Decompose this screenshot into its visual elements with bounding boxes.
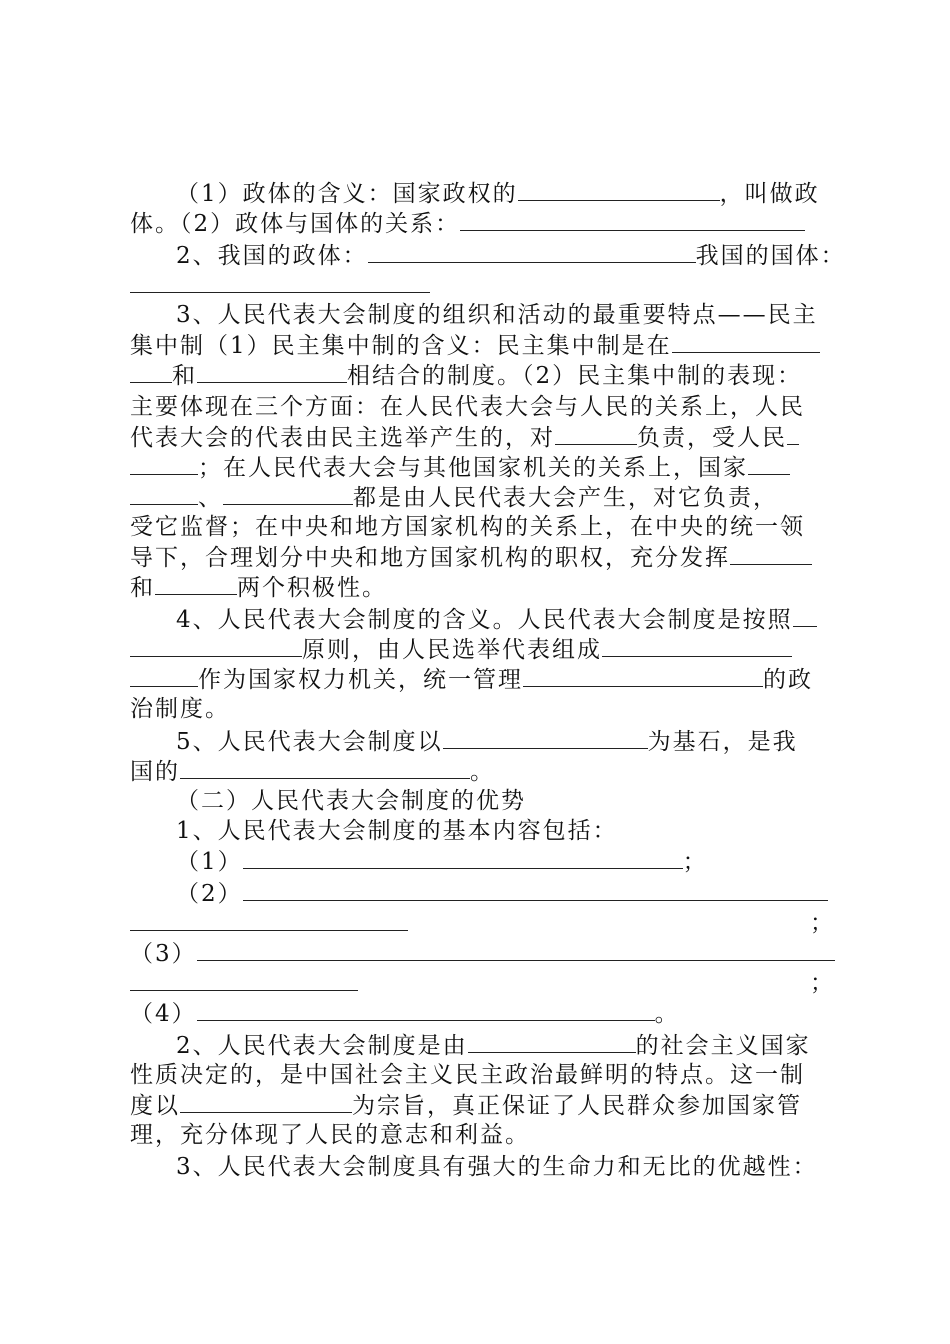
fill-blank[interactable] bbox=[130, 360, 172, 383]
fill-blank[interactable] bbox=[197, 360, 347, 383]
text-line: 和 相结合的制度。（2）民主集中制的表现： bbox=[130, 360, 835, 390]
text-line: 主要体现在三个方面：在人民代表大会与人民的关系上，人民 bbox=[130, 394, 805, 420]
text-line: 性质决定的，是中国社会主义民主政治最鲜明的特点。这一制 bbox=[130, 1062, 805, 1088]
fill-blank[interactable] bbox=[518, 178, 720, 201]
text-line: （3） bbox=[130, 938, 835, 968]
text-line: （2） bbox=[130, 878, 881, 908]
fill-blank[interactable] bbox=[130, 908, 408, 931]
fill-blank[interactable] bbox=[555, 422, 637, 445]
text-line: ； bbox=[130, 908, 835, 938]
text-line: 代表大会的代表由民主选举产生的，对 负责，受人民 bbox=[130, 422, 835, 452]
fill-blank[interactable] bbox=[787, 422, 799, 445]
fill-blank[interactable] bbox=[130, 664, 198, 687]
text-line: （1） ； bbox=[130, 846, 881, 876]
fill-blank[interactable] bbox=[130, 634, 302, 657]
text-line: 、 都是由人民代表大会产生，对它负责， bbox=[130, 482, 835, 512]
text-line: 2、我国的政体： 我国的国体： bbox=[130, 240, 881, 270]
text-line: 体。（2）政体与国体的关系： bbox=[130, 208, 835, 238]
fill-blank[interactable] bbox=[130, 270, 430, 293]
fill-blank[interactable] bbox=[180, 756, 470, 779]
text-line: 5、人民代表大会制度以 为基石，是我 bbox=[130, 726, 881, 756]
fill-blank[interactable] bbox=[180, 1090, 352, 1113]
fill-blank[interactable] bbox=[468, 1030, 636, 1053]
text-line: ； bbox=[130, 968, 835, 998]
fill-blank[interactable] bbox=[130, 482, 198, 505]
fill-blank[interactable] bbox=[523, 664, 763, 687]
fill-blank[interactable] bbox=[460, 208, 805, 231]
text-line bbox=[130, 270, 835, 300]
text-line: 和 两个积极性。 bbox=[130, 572, 835, 602]
text-line: 导下，合理划分中央和地方国家机构的职权，充分发挥 bbox=[130, 542, 835, 572]
text-line: 作为国家权力机关，统一管理 的政 bbox=[130, 664, 835, 694]
fill-blank[interactable] bbox=[243, 878, 828, 901]
text-line: 3、人民代表大会制度的组织和活动的最重要特点——民主 bbox=[176, 302, 818, 328]
fill-blank[interactable] bbox=[368, 240, 696, 263]
text-line: 3、人民代表大会制度具有强大的生命力和无比的优越性： bbox=[176, 1154, 818, 1180]
fill-blank[interactable] bbox=[197, 998, 655, 1021]
text-line: 理，充分体现了人民的意志和利益。 bbox=[130, 1122, 530, 1148]
text-line: 度以 为宗旨，真正保证了人民群众参加国家管 bbox=[130, 1090, 835, 1120]
text-line: （4） 。 bbox=[130, 998, 835, 1028]
text-line: 原则，由人民选举代表组成 bbox=[130, 634, 835, 664]
text-line: 集中制（1）民主集中制的含义：民主集中制是在 bbox=[130, 330, 835, 360]
fill-blank[interactable] bbox=[443, 726, 648, 749]
fill-blank[interactable] bbox=[793, 604, 817, 627]
text-line: （1）政体的含义：国家政权的 ，叫做政 bbox=[130, 178, 881, 208]
text-line: 国的 。 bbox=[130, 756, 835, 786]
fill-blank[interactable] bbox=[672, 330, 820, 353]
fill-blank[interactable] bbox=[223, 482, 353, 505]
text-line: 4、人民代表大会制度的含义。人民代表大会制度是按照 bbox=[130, 604, 881, 634]
fill-blank[interactable] bbox=[130, 968, 358, 991]
fill-blank[interactable] bbox=[130, 452, 198, 475]
fill-blank[interactable] bbox=[748, 452, 790, 475]
section-heading: （二）人民代表大会制度的优势 bbox=[176, 788, 526, 814]
fill-blank[interactable] bbox=[243, 846, 683, 869]
text-line: 2、人民代表大会制度是由 的社会主义国家 bbox=[130, 1030, 881, 1060]
text-line: ；在人民代表大会与其他国家机关的关系上，国家 bbox=[130, 452, 835, 482]
text-line: 治制度。 bbox=[130, 696, 230, 722]
fill-blank[interactable] bbox=[197, 938, 835, 961]
text-line: 1、人民代表大会制度的基本内容包括： bbox=[176, 818, 618, 844]
fill-blank[interactable] bbox=[602, 634, 792, 657]
fill-blank[interactable] bbox=[730, 542, 812, 565]
text-line: 受它监督；在中央和地方国家机构的关系上，在中央的统一领 bbox=[130, 514, 805, 540]
fill-blank[interactable] bbox=[155, 572, 237, 595]
